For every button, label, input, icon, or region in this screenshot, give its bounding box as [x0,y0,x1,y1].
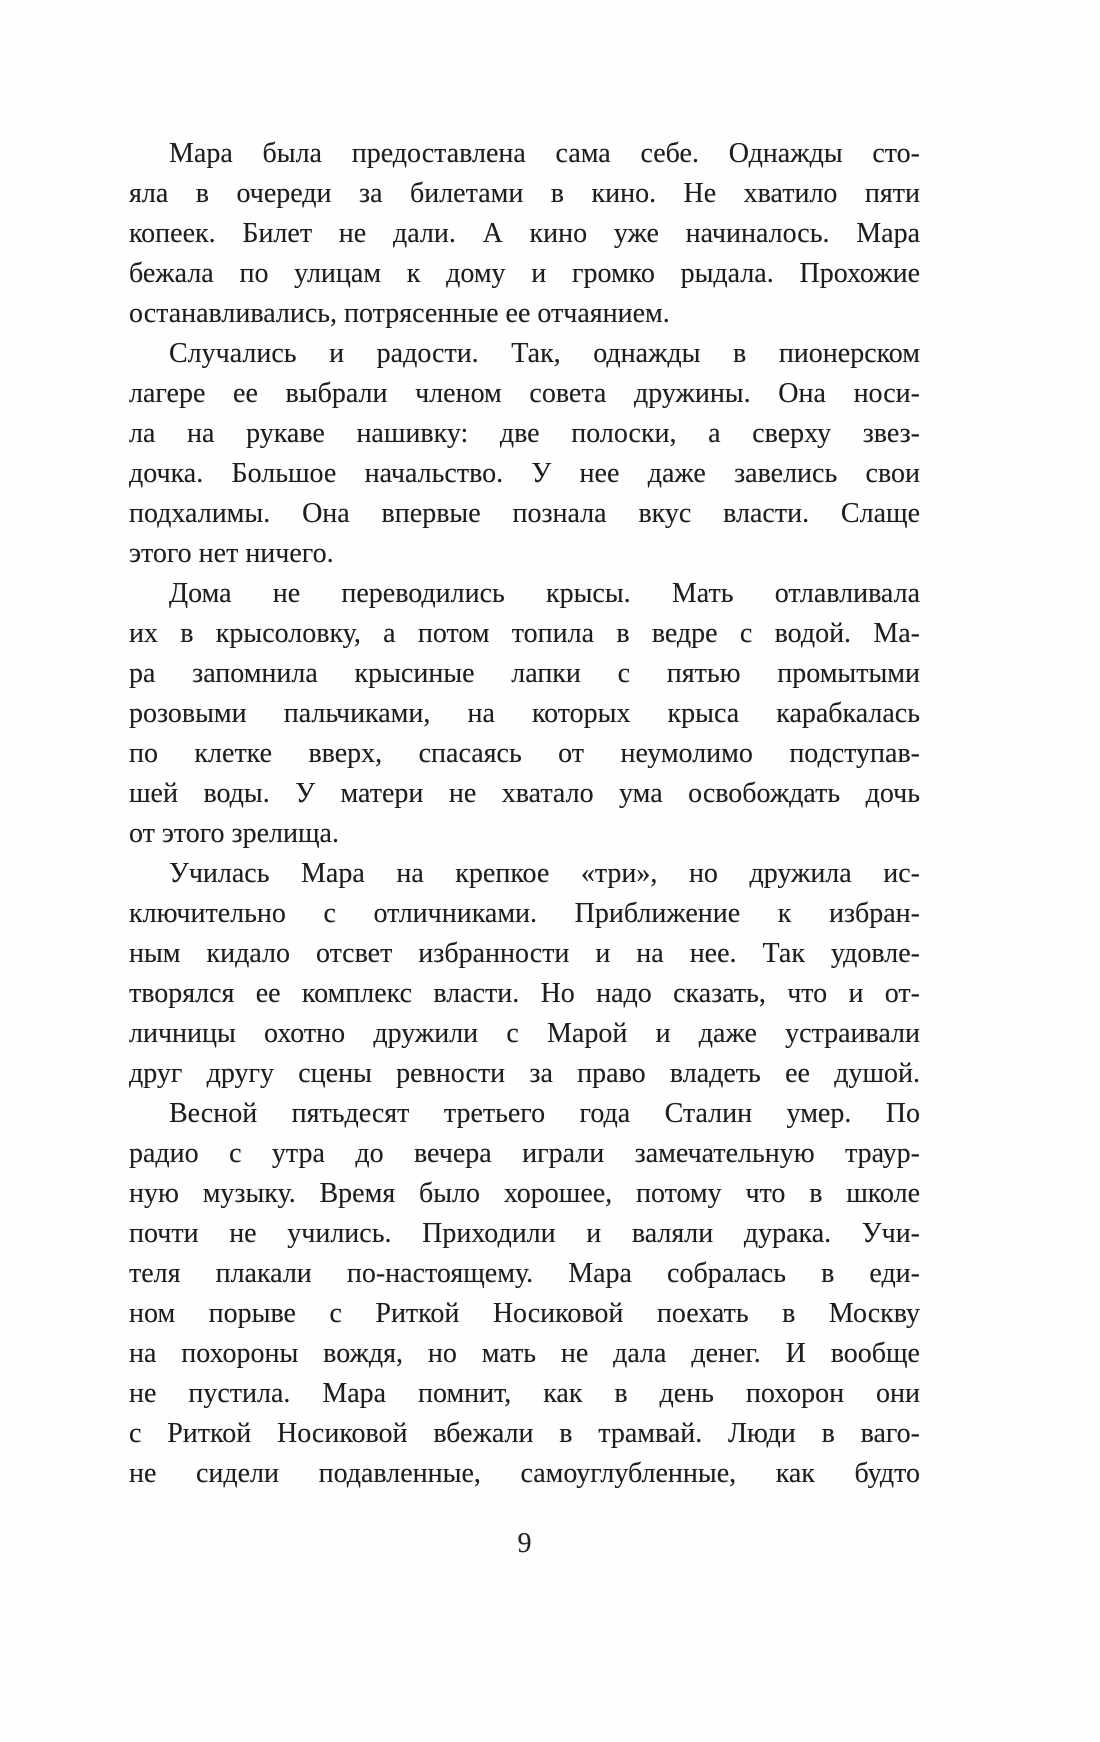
text-line: ном порыве с Риткой Носиковой поехать в Москву [129,1298,920,1329]
text-line: яла в очереди за билетами в кино. Не хватило пяти [129,178,920,209]
page-number: 9 [517,1528,532,1559]
text-line: этого нет ничего. [129,538,334,569]
text-line: не пустила. Мара помнит, как в день похорон они [129,1378,920,1409]
text-line: их в крысоловку, а потом топила в ведре с водой. Ма- [129,618,920,649]
text-line: ра запомнила крысиные лапки с пятью промытыми [129,658,920,689]
text-line: лагере ее выбрали членом совета дружины. Она носи- [129,378,920,409]
text-line: Дома не переводились крысы. Мать отлавливала [169,578,920,609]
paragraph [129,574,920,854]
text-line: теля плакали по-настоящему. Мара собралась в еди- [129,1258,920,1289]
text-line: по клетке вверх, спасаясь от неумолимо подступав- [129,738,920,769]
paragraph [129,1094,920,1494]
text-line: розовыми пальчиками, на которых крыса карабкалась [129,698,920,729]
text-line: с Риткой Носиковой вбежали в трамвай. Люди в ваго- [129,1418,920,1449]
text-line: творялся ее комплекс власти. Но надо сказать, что и от- [129,978,920,1009]
text-line: подхалимы. Она впервые познала вкус власти. Слаще [129,498,920,529]
text-column [129,134,920,1494]
text-line: на похороны вождя, но мать не дала денег. И вообще [129,1338,920,1369]
text-line: личницы охотно дружили с Марой и даже устраивали [129,1018,920,1049]
paragraph [129,854,920,1094]
text-line: шей воды. У матери не хватало ума освобождать дочь [129,778,920,809]
paragraph [129,334,920,574]
text-line: ным кидало отсвет избранности и на нее. Так удовле- [129,938,920,969]
text-line: друг другу сцены ревности за право владеть ее душой. [129,1058,920,1089]
text-line: бежала по улицам к дому и громко рыдала. Прохожие [129,258,920,289]
paragraph [129,134,920,334]
text-line: ключительно с отличниками. Приближение к избран- [129,898,920,929]
text-line: от этого зрелища. [129,818,339,849]
text-line: не сидели подавленные, самоуглубленные, как будто [129,1458,920,1489]
text-line: Случались и радости. Так, однажды в пионерском [169,338,920,369]
text-line: останавливались, потрясенные ее отчаянием. [129,298,670,329]
text-line: Мара была предоставлена сама себе. Однажды сто- [169,138,920,169]
text-line: почти не учились. Приходили и валяли дурака. Учи- [129,1218,920,1249]
text-line: Весной пятьдесят третьего года Сталин умер. По [169,1098,920,1129]
text-line: ную музыку. Время было хорошее, потому что в школе [129,1178,920,1209]
text-line: копеек. Билет не дали. А кино уже начиналось. Мара [129,218,920,249]
text-line: ла на рукаве нашивку: две полоски, а сверху звез- [129,418,920,449]
text-line: Училась Мара на крепкое «три», но дружила ис- [169,858,920,889]
text-line: дочка. Большое начальство. У нее даже завелись свои [129,458,920,489]
text-line: радио с утра до вечера играли замечательную траур- [129,1138,920,1169]
